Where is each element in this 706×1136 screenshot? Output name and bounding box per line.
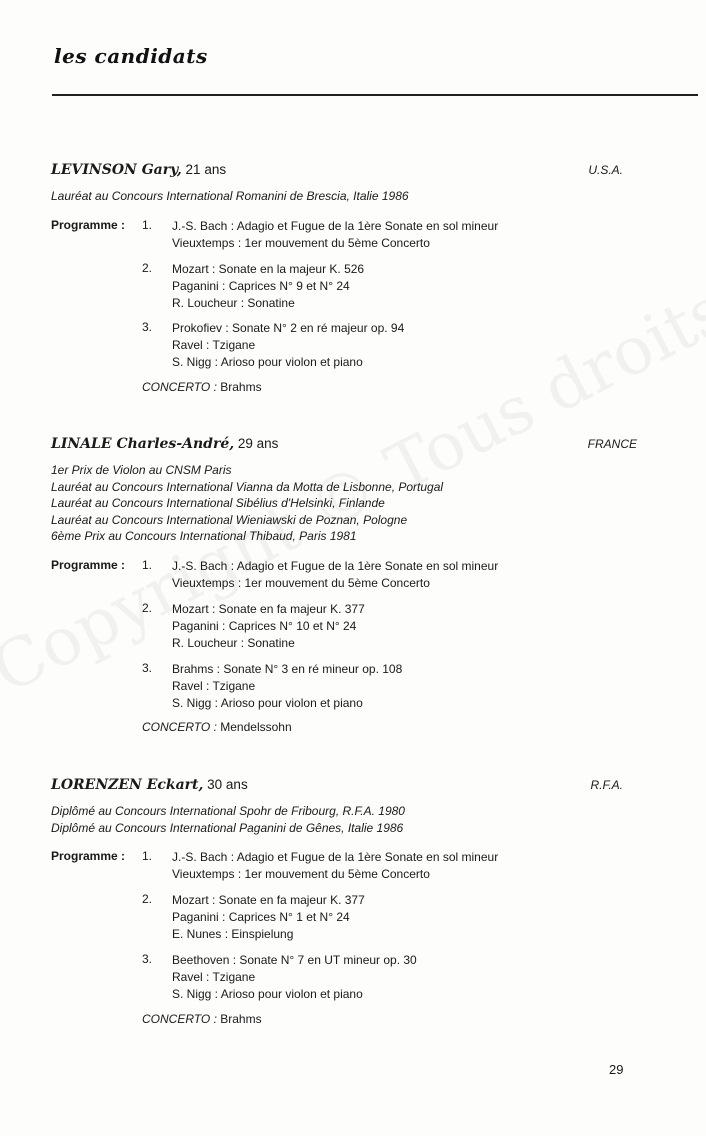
programme-item: R. Loucheur : Sonatine (172, 295, 295, 310)
programme-item: Mozart : Sonate en la majeur K. 526 (172, 262, 365, 276)
candidate-country: R.F.A. (590, 778, 623, 792)
programme-items (172, 218, 498, 252)
candidate-age: 30 ans (207, 777, 248, 792)
programme-number: 3. (142, 952, 153, 966)
programme-items (172, 320, 404, 370)
award-list (51, 462, 631, 545)
candidate-country: FRANCE (587, 437, 637, 451)
candidate-header (51, 162, 631, 180)
programme-item: Ravel : Tzigane (172, 337, 256, 352)
award-list (51, 803, 631, 836)
programme-label: Programme : (51, 218, 126, 232)
candidate-age: 21 ans (185, 162, 227, 177)
candidate-country: U.S.A. (588, 163, 623, 177)
programme-item: Vieuxtemps : 1er mouvement du 5ème Concerto (172, 575, 430, 590)
award-line: Lauréat au Concours International Vianna da Motta de Lisbonne, Portugal (51, 479, 444, 494)
award-line: Diplômé au Concours International Paganini de Gênes, Italie 1986 (51, 820, 404, 835)
candidate-age: 29 ans (237, 436, 279, 451)
programme-label: Programme : (51, 849, 126, 863)
programme-items (172, 601, 365, 651)
page-title: les candidats (54, 44, 208, 68)
concerto-line (142, 720, 292, 734)
programme-item: Ravel : Tzigane (172, 678, 256, 693)
concerto-label: CONCERTO : (142, 380, 217, 394)
award-line: 6ème Prix au Concours International Thibaud, Paris 1981 (51, 529, 357, 544)
programme-number: 2. (142, 892, 153, 906)
programme-item: Mozart : Sonate en fa majeur K. 377 (172, 602, 365, 616)
concerto-value: Brahms (220, 380, 262, 394)
programme-items (172, 261, 364, 311)
award-line: Lauréat au Concours International Wieniawski de Poznan, Pologne (51, 512, 408, 527)
candidate-name: LEVINSON Gary, (51, 162, 182, 178)
programme-item: Vieuxtemps : 1er mouvement du 5ème Concerto (172, 235, 430, 250)
concerto-line (142, 1012, 262, 1026)
programme-item: J.-S. Bach : Adagio et Fugue de la 1ère Sonate en sol mineur (172, 219, 499, 233)
programme-label: Programme : (51, 558, 126, 572)
programme-number: 1. (142, 849, 153, 863)
programme-number: 1. (142, 218, 153, 232)
programme-items (172, 849, 498, 883)
programme-items (172, 952, 417, 1002)
programme-item: R. Loucheur : Sonatine (172, 635, 295, 650)
award-line: Lauréat au Concours International Sibélius d'Helsinki, Finlande (51, 496, 385, 511)
concerto-line (142, 380, 262, 394)
candidate-name: LINALE Charles-André, (51, 436, 235, 452)
concerto-value: Brahms (220, 1012, 262, 1026)
programme-item: Brahms : Sonate N° 3 en ré mineur op. 108 (172, 662, 403, 676)
programme-item: J.-S. Bach : Adagio et Fugue de la 1ère Sonate en sol mineur (172, 559, 499, 573)
concerto-label: CONCERTO : (142, 720, 217, 734)
programme-item: E. Nunes : Einspielung (172, 926, 294, 941)
candidate-block (51, 777, 631, 1039)
programme-item: Paganini : Caprices N° 9 et N° 24 (172, 278, 350, 293)
candidate-block (51, 162, 631, 402)
award-list (51, 188, 631, 205)
candidate-header (51, 436, 637, 454)
programme-item: S. Nigg : Arioso pour violon et piano (172, 354, 363, 369)
concerto-label: CONCERTO : (142, 1012, 217, 1026)
programme-number: 2. (142, 601, 153, 615)
page-number: 29 (609, 1062, 624, 1077)
programme-items (172, 661, 402, 711)
programme-item: Prokofiev : Sonate N° 2 en ré majeur op. 94 (172, 321, 405, 335)
programme-items (172, 558, 498, 592)
programme-number: 3. (142, 320, 153, 334)
programme-item: Mozart : Sonate en fa majeur K. 377 (172, 893, 365, 907)
programme-item: Paganini : Caprices N° 1 et N° 24 (172, 909, 350, 924)
candidate-block (51, 436, 637, 746)
programme-item: Beethoven : Sonate N° 7 en UT mineur op. 30 (172, 953, 417, 967)
candidate-name: LORENZEN Eckart, (51, 777, 204, 793)
programme-item: S. Nigg : Arioso pour violon et piano (172, 986, 363, 1001)
programme-item: Paganini : Caprices N° 10 et N° 24 (172, 618, 357, 633)
programme-items (172, 892, 365, 942)
candidate-header (51, 777, 631, 795)
programme-item: Ravel : Tzigane (172, 969, 256, 984)
programme-number: 1. (142, 558, 153, 572)
programme-item: Vieuxtemps : 1er mouvement du 5ème Concerto (172, 866, 430, 881)
programme-number: 3. (142, 661, 153, 675)
award-line: 1er Prix de Violon au CNSM Paris (51, 463, 232, 477)
programme-number: 2. (142, 261, 153, 275)
programme-item: J.-S. Bach : Adagio et Fugue de la 1ère Sonate en sol mineur (172, 850, 499, 864)
header-rule (52, 94, 698, 96)
award-line: Diplômé au Concours International Spohr de Fribourg, R.F.A. 1980 (51, 804, 405, 818)
concerto-value: Mendelssohn (220, 720, 292, 734)
programme-item: S. Nigg : Arioso pour violon et piano (172, 695, 363, 710)
award-line: Lauréat au Concours International Romanini de Brescia, Italie 1986 (51, 189, 409, 203)
